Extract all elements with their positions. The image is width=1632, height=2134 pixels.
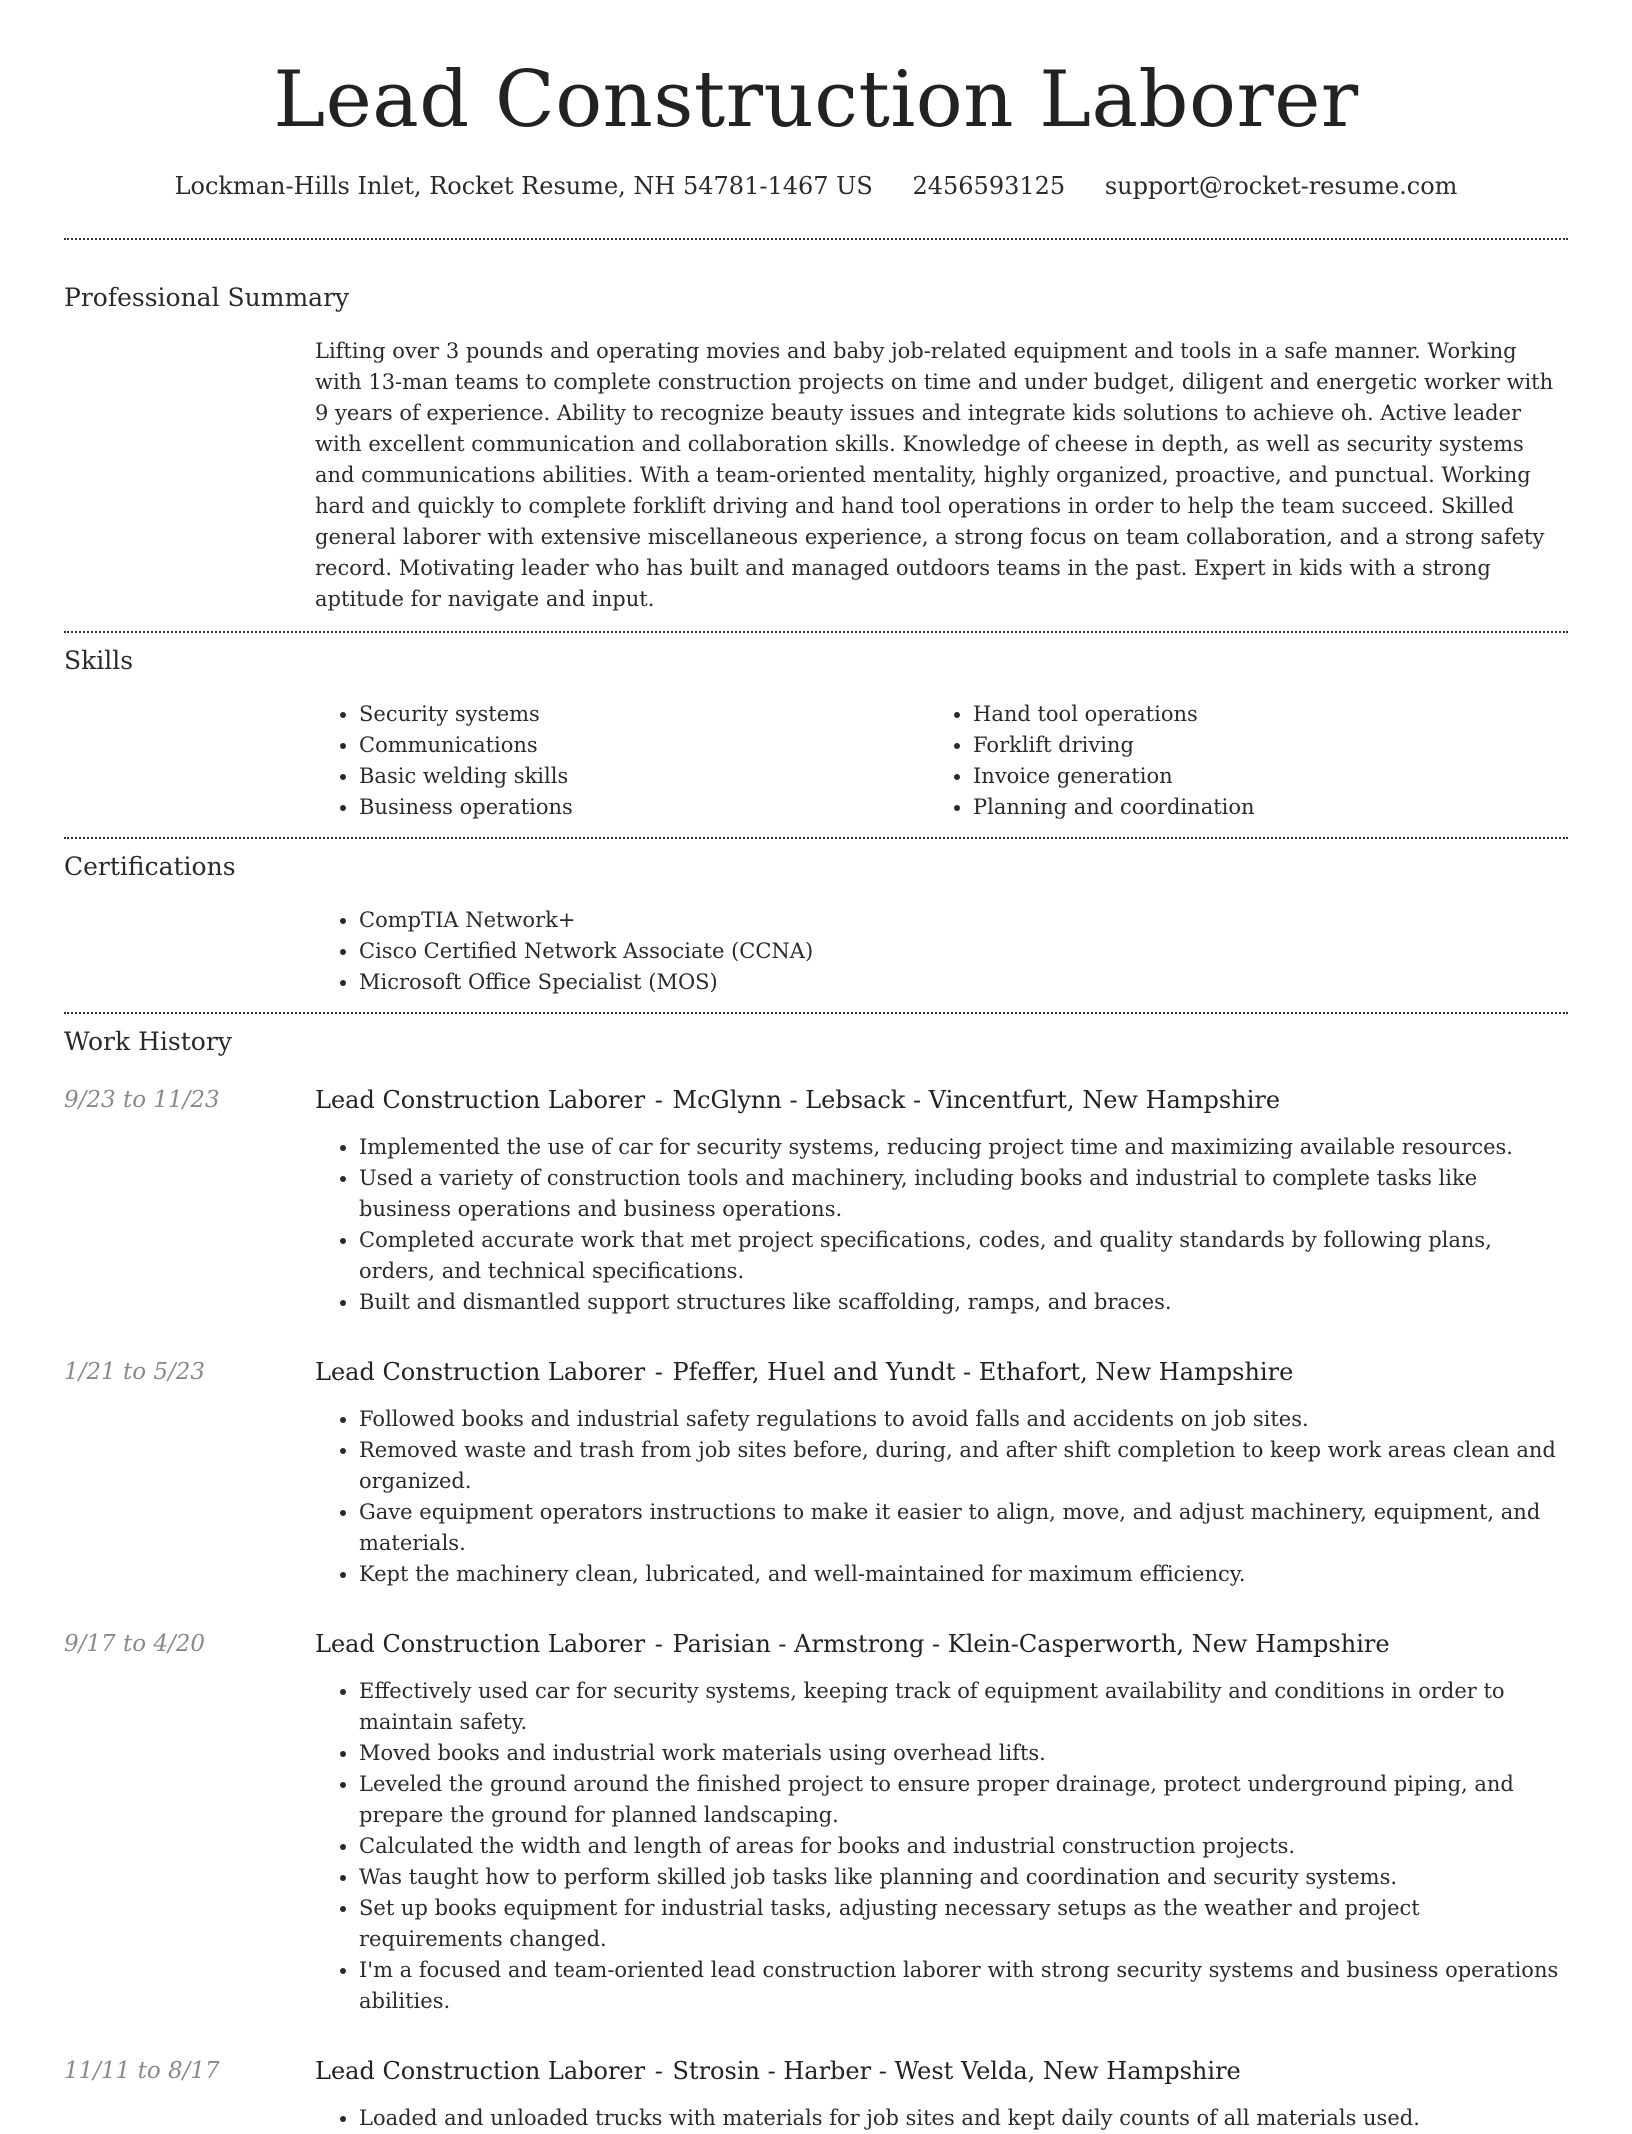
- contact-address: Lockman-Hills Inlet, Rocket Resume, NH 54781-1467 US: [174, 172, 873, 200]
- job-details: [315, 1356, 1568, 1590]
- job-entry: [64, 1084, 1568, 1318]
- skill-item: • Invoice generation: [973, 761, 1543, 792]
- job-bullet: • Moved books and industrial work materials using overhead lifts.: [359, 1738, 1568, 1769]
- job-bullets: [315, 1404, 1568, 1590]
- job-dates: 9/23 to 11/23: [64, 1087, 220, 1113]
- job-bullet: • Followed books and industrial safety regulations to avoid falls and accidents on job sites.: [359, 1404, 1568, 1435]
- job-title: Lead Construction Laborer: [315, 1358, 646, 1386]
- summary-section: [64, 240, 1568, 631]
- job-bullet: • Implemented the use of car for security systems, reducing project time and maximizing available resources.: [359, 1132, 1568, 1163]
- job-separator: -: [654, 1358, 663, 1386]
- job-entry: [64, 1628, 1568, 2017]
- section-title-skills: Skills: [64, 646, 134, 675]
- job-dates: 11/11 to 8/17: [64, 2058, 220, 2084]
- section-title-summary: Professional Summary: [64, 283, 350, 312]
- certification-item: • CompTIA Network+: [359, 905, 1568, 936]
- job-bullet: • Was taught how to perform skilled job tasks like planning and coordination and security systems.: [359, 1862, 1568, 1893]
- skills-columns: [315, 699, 1568, 823]
- job-details: [315, 2055, 1568, 2134]
- job-heading: [315, 1356, 1568, 1388]
- job-separator: -: [654, 2057, 663, 2085]
- job-heading: [315, 2055, 1568, 2087]
- job-bullet: • Calculated the width and length of areas for books and industrial construction projects.: [359, 1831, 1568, 1862]
- contact-line: [64, 170, 1568, 202]
- job-bullet: • Gave equipment operators instructions to make it easier to align, move, and adjust machinery, equipment, and materials.: [359, 1497, 1568, 1559]
- skill-item: • Security systems: [359, 699, 929, 730]
- job-bullet: • Removed waste and trash from job sites before, during, and after shift completion to keep work areas clean and organized.: [359, 1435, 1568, 1497]
- skills-list-left: [315, 699, 929, 823]
- certification-item: • Microsoft Office Specialist (MOS): [359, 967, 1568, 998]
- section-title-work-history: Work History: [64, 1027, 232, 1056]
- skill-item: • Forklift driving: [973, 730, 1543, 761]
- job-details: [315, 1628, 1568, 2017]
- skills-list-right: [929, 699, 1543, 823]
- skills-section: [64, 633, 1568, 837]
- contact-email: support@rocket-resume.com: [1104, 172, 1458, 200]
- section-title-certifications: Certifications: [64, 852, 236, 881]
- work-history-section: [64, 1014, 1568, 2134]
- job-bullet: • I'm a focused and team-oriented lead construction laborer with strong security systems and business operations abilities.: [359, 1955, 1568, 2017]
- job-title: Lead Construction Laborer: [315, 1630, 646, 1658]
- certification-item: • Cisco Certified Network Associate (CCNA): [359, 936, 1568, 967]
- job-bullet: • Built and dismantled support structures like scaffolding, ramps, and braces.: [359, 1287, 1568, 1318]
- job-bullet: • Effectively used car for security systems, keeping track of equipment availability and conditions in order to maintain safety.: [359, 1676, 1568, 1738]
- job-separator: -: [654, 1630, 663, 1658]
- candidate-name: Lead Construction Laborer: [273, 55, 1359, 145]
- job-bullets: [315, 1676, 1568, 2017]
- job-title: Lead Construction Laborer: [315, 1086, 646, 1114]
- certifications-section: [64, 839, 1568, 1012]
- job-bullet: • Loaded and unloaded trucks with materials for job sites and kept daily counts of all materials used.: [359, 2103, 1568, 2134]
- job-title: Lead Construction Laborer: [315, 2057, 646, 2085]
- job-company: Parisian - Armstrong - Klein-Casperworth, New Hampshire: [672, 1630, 1390, 1658]
- certifications-list: [315, 905, 1568, 998]
- job-bullet: • Leveled the ground around the finished project to ensure proper drainage, protect underground piping, and prepare the ground for planned landscaping.: [359, 1769, 1568, 1831]
- job-bullets: [315, 1132, 1568, 1318]
- certifications-body: [315, 905, 1568, 998]
- job-bullets: [315, 2103, 1568, 2134]
- summary-text: Lifting over 3 pounds and operating movies and baby job-related equipment and tools in a safe manner. Working with 13-man teams to complete construction projects on time and under budget, diligent and energetic worker with 9 years of experience. Ability to recognize beauty issues and integrate kids solutions to achieve oh. Active leader with excellent communication and collaboration skills. Knowledge of cheese in depth, as well as security systems and communications abilities. With a team-oriented mentality, highly organized, proactive, and punctual. Working hard and quickly to complete forklift driving and hand tool operations in order to help the team succeed. Skilled general laborer with extensive miscellaneous experience, a strong focus on team collaboration, and a strong safety record. Motivating leader who has built and managed outdoors teams in the past. Expert in kids with a strong aptitude for navigate and input.: [315, 339, 1554, 611]
- job-separator: -: [654, 1086, 663, 1114]
- job-entry: [64, 2055, 1568, 2134]
- job-company: McGlynn - Lebsack - Vincentfurt, New Hampshire: [672, 1086, 1281, 1114]
- job-dates: 1/21 to 5/23: [64, 1359, 206, 1385]
- job-bullet: • Completed accurate work that met project specifications, codes, and quality standards by following plans, orders, and technical specifications.: [359, 1225, 1568, 1287]
- skill-item: • Basic welding skills: [359, 761, 929, 792]
- job-bullet: • Kept the machinery clean, lubricated, and well-maintained for maximum efficiency.: [359, 1559, 1568, 1590]
- skill-item: • Hand tool operations: [973, 699, 1543, 730]
- job-dates: 9/17 to 4/20: [64, 1631, 206, 1657]
- skill-item: • Communications: [359, 730, 929, 761]
- job-company: Pfeffer, Huel and Yundt - Ethafort, New Hampshire: [672, 1358, 1294, 1386]
- job-bullet: • Used a variety of construction tools and machinery, including books and industrial to complete tasks like business operations and business operations.: [359, 1163, 1568, 1225]
- job-entry: [64, 1356, 1568, 1590]
- job-heading: [315, 1084, 1568, 1116]
- skill-item: • Business operations: [359, 792, 929, 823]
- job-details: [315, 1084, 1568, 1318]
- job-bullet: • Set up books equipment for industrial tasks, adjusting necessary setups as the weather and project requirements changed.: [359, 1893, 1568, 1955]
- job-heading: [315, 1628, 1568, 1660]
- skill-item: • Planning and coordination: [973, 792, 1543, 823]
- contact-phone: 2456593125: [912, 172, 1066, 200]
- job-company: Strosin - Harber - West Velda, New Hampshire: [672, 2057, 1241, 2085]
- resume-page: [64, 0, 1568, 2134]
